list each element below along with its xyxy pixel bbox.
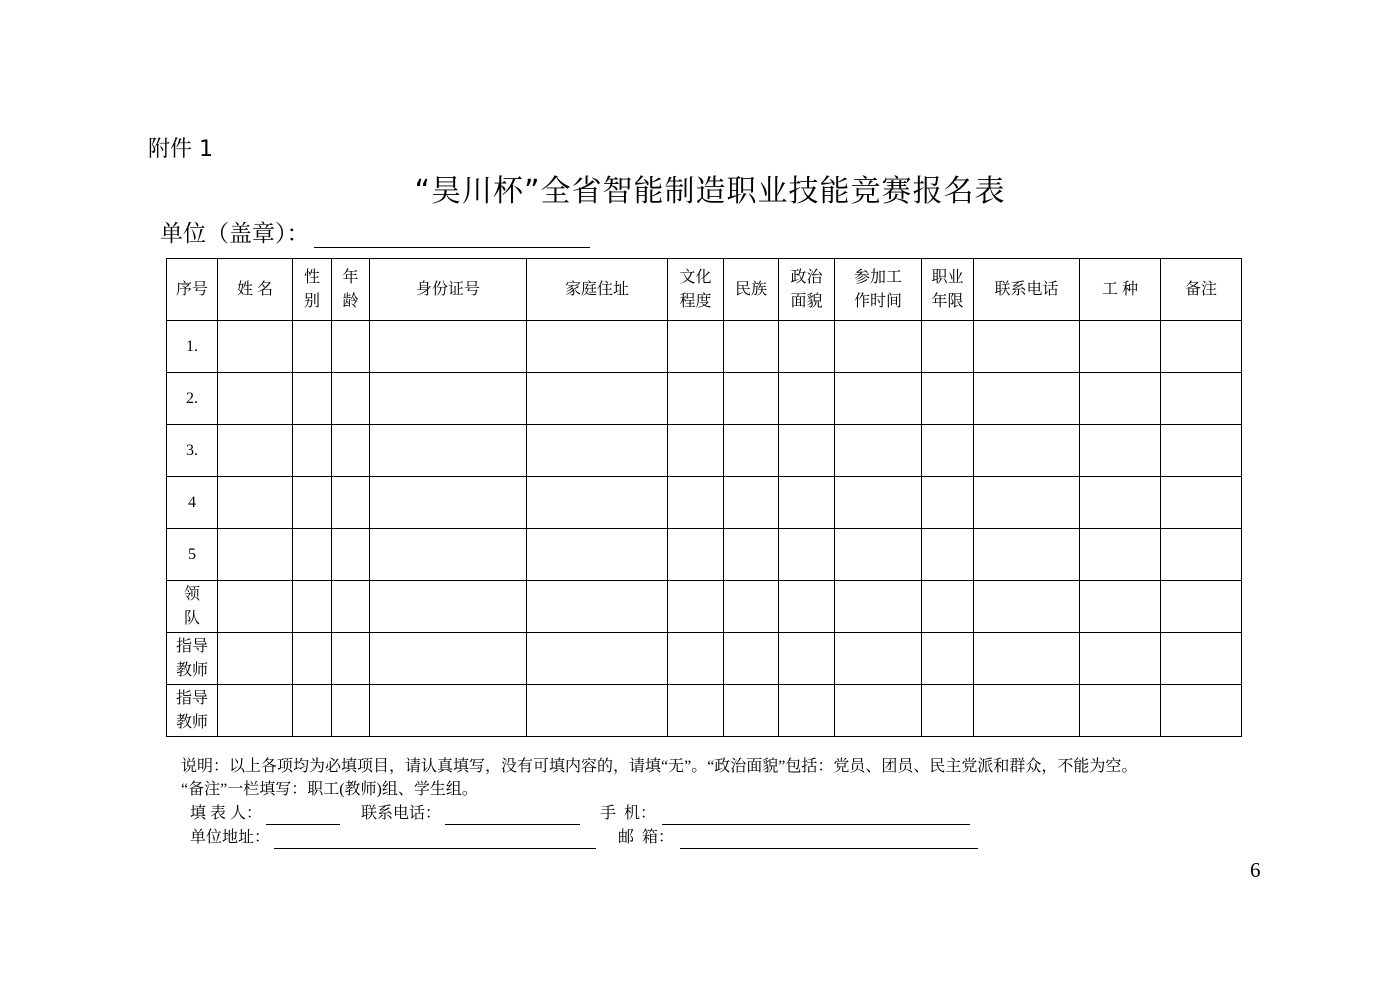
- entry-cell[interactable]: [527, 477, 668, 529]
- column-header-text: 备注: [1184, 280, 1217, 298]
- entry-cell[interactable]: [974, 321, 1080, 373]
- entry-cell[interactable]: [332, 321, 370, 373]
- registration-table: [166, 258, 1242, 737]
- entry-cell[interactable]: [1080, 529, 1161, 581]
- column-header-text: 民族: [734, 280, 767, 298]
- entry-cell[interactable]: [922, 529, 974, 581]
- entry-cell[interactable]: [835, 529, 922, 581]
- email-blank[interactable]: [680, 848, 978, 849]
- entry-cell[interactable]: [1080, 425, 1161, 477]
- entry-cell[interactable]: [332, 529, 370, 581]
- column-header-text: 联系电话: [994, 280, 1059, 298]
- row-label: 教师: [175, 661, 208, 679]
- entry-cell[interactable]: [668, 373, 724, 425]
- mobile-blank[interactable]: [662, 824, 970, 825]
- entry-cell[interactable]: [922, 477, 974, 529]
- row-label: 4: [188, 493, 196, 511]
- entry-cell[interactable]: [332, 581, 370, 633]
- entry-cell[interactable]: [974, 529, 1080, 581]
- entry-cell[interactable]: [974, 477, 1080, 529]
- entry-cell[interactable]: [835, 425, 922, 477]
- column-header-text: 序号: [175, 280, 208, 298]
- table-row: [167, 529, 1242, 581]
- row-label: 指导: [175, 637, 208, 655]
- entry-cell[interactable]: [1161, 633, 1242, 685]
- column-header-text: 面貌: [790, 292, 823, 310]
- entry-cell[interactable]: [527, 321, 668, 373]
- column-header-text: 年: [342, 268, 359, 286]
- column-header-text: 工 种: [1101, 280, 1138, 298]
- row-label-cell: [167, 581, 218, 633]
- column-header: [724, 259, 779, 321]
- filler-blank[interactable]: [266, 824, 340, 825]
- entry-cell[interactable]: [724, 633, 779, 685]
- phone-label: 联系电话：: [361, 805, 442, 822]
- row-label-cell: [167, 425, 218, 477]
- column-header: [922, 259, 974, 321]
- address-label: 单位地址：: [190, 829, 271, 846]
- row-label: 2.: [186, 389, 198, 407]
- row-label-cell: [167, 633, 218, 685]
- entry-cell[interactable]: [922, 685, 974, 737]
- table-body: [167, 321, 1242, 737]
- table-row: [167, 425, 1242, 477]
- entry-cell[interactable]: [1080, 633, 1161, 685]
- entry-cell[interactable]: [218, 581, 293, 633]
- attachment-label: 附件 1: [148, 137, 213, 162]
- row-label-cell: [167, 373, 218, 425]
- entry-cell[interactable]: [1080, 581, 1161, 633]
- entry-cell[interactable]: [293, 425, 332, 477]
- row-label: 领: [183, 585, 200, 603]
- entry-cell[interactable]: [974, 685, 1080, 737]
- entry-cell[interactable]: [332, 477, 370, 529]
- entry-cell[interactable]: [724, 581, 779, 633]
- column-header-text: 文化: [679, 268, 712, 286]
- instructions-line-1: 说明：以上各项均为必填项目，请认真填写，没有可填内容的，请填“无”。“政治面貌”包括：党员、团员、民主党派和群众，不能为空。: [181, 758, 1138, 775]
- entry-cell[interactable]: [724, 685, 779, 737]
- mobile-label: 手 机：: [600, 805, 657, 822]
- column-header: [293, 259, 332, 321]
- table-header-row: [167, 259, 1242, 321]
- entry-cell[interactable]: [974, 373, 1080, 425]
- entry-cell[interactable]: [724, 529, 779, 581]
- instructions-line-2: “备注”一栏填写：职工(教师)组、学生组。: [181, 781, 478, 798]
- entry-cell[interactable]: [218, 685, 293, 737]
- column-header: [974, 259, 1080, 321]
- entry-cell[interactable]: [1161, 685, 1242, 737]
- row-label-cell: [167, 477, 218, 529]
- entry-cell[interactable]: [668, 633, 724, 685]
- column-header-text: 职业: [931, 268, 964, 286]
- table-row: [167, 373, 1242, 425]
- column-header-text: 家庭住址: [564, 280, 629, 298]
- entry-cell[interactable]: [922, 633, 974, 685]
- entry-cell[interactable]: [974, 633, 1080, 685]
- row-label: 3.: [186, 441, 198, 459]
- entry-cell[interactable]: [724, 477, 779, 529]
- entry-cell[interactable]: [332, 373, 370, 425]
- entry-cell[interactable]: [779, 321, 835, 373]
- row-label: 1.: [186, 337, 198, 355]
- unit-field: [160, 215, 590, 248]
- table-row: [167, 685, 1242, 737]
- entry-cell[interactable]: [370, 685, 527, 737]
- entry-cell[interactable]: [1080, 685, 1161, 737]
- entry-cell[interactable]: [779, 581, 835, 633]
- row-label: 指导: [175, 689, 208, 707]
- table-row: [167, 633, 1242, 685]
- column-header-text: 别: [303, 292, 320, 310]
- entry-cell[interactable]: [1080, 373, 1161, 425]
- entry-cell[interactable]: [527, 581, 668, 633]
- entry-cell[interactable]: [293, 477, 332, 529]
- entry-cell[interactable]: [1080, 477, 1161, 529]
- entry-cell[interactable]: [1161, 477, 1242, 529]
- entry-cell[interactable]: [293, 321, 332, 373]
- entry-cell[interactable]: [835, 633, 922, 685]
- entry-cell[interactable]: [370, 425, 527, 477]
- row-label-cell: [167, 685, 218, 737]
- entry-cell[interactable]: [668, 581, 724, 633]
- entry-cell[interactable]: [724, 425, 779, 477]
- column-header: [1080, 259, 1161, 321]
- filler-label: 填 表 人：: [190, 805, 263, 822]
- form-title: “昊川杯”全省智能制造职业技能竞赛报名表: [414, 174, 1006, 209]
- entry-cell[interactable]: [724, 321, 779, 373]
- entry-cell[interactable]: [218, 373, 293, 425]
- entry-cell[interactable]: [1161, 373, 1242, 425]
- page-number: 6: [1250, 858, 1261, 882]
- entry-cell[interactable]: [922, 373, 974, 425]
- phone-blank[interactable]: [445, 824, 580, 825]
- column-header-text: 姓 名: [236, 280, 273, 298]
- entry-cell[interactable]: [370, 529, 527, 581]
- entry-cell[interactable]: [1161, 529, 1242, 581]
- entry-cell[interactable]: [922, 321, 974, 373]
- entry-cell[interactable]: [779, 529, 835, 581]
- entry-cell[interactable]: [724, 373, 779, 425]
- row-label: 教师: [175, 713, 208, 731]
- column-header: [527, 259, 668, 321]
- entry-cell[interactable]: [293, 373, 332, 425]
- entry-cell[interactable]: [668, 529, 724, 581]
- entry-cell[interactable]: [668, 425, 724, 477]
- entry-cell[interactable]: [370, 373, 527, 425]
- column-header: [779, 259, 835, 321]
- column-header-text: 程度: [679, 292, 712, 310]
- entry-cell[interactable]: [668, 321, 724, 373]
- column-header-text: 年限: [931, 292, 964, 310]
- column-header-text: 龄: [342, 292, 359, 310]
- row-label-cell: [167, 529, 218, 581]
- unit-blank-line[interactable]: [314, 219, 590, 248]
- entry-cell[interactable]: [218, 633, 293, 685]
- entry-cell[interactable]: [779, 373, 835, 425]
- entry-cell[interactable]: [293, 685, 332, 737]
- column-header: [835, 259, 922, 321]
- address-blank[interactable]: [274, 848, 596, 849]
- entry-cell[interactable]: [974, 425, 1080, 477]
- entry-cell[interactable]: [779, 425, 835, 477]
- entry-cell[interactable]: [835, 581, 922, 633]
- entry-cell[interactable]: [779, 685, 835, 737]
- column-header-text: 政治: [790, 268, 823, 286]
- entry-cell[interactable]: [974, 581, 1080, 633]
- entry-cell[interactable]: [332, 425, 370, 477]
- contact-fields-row-2: [181, 825, 1137, 849]
- entry-cell[interactable]: [332, 685, 370, 737]
- entry-cell[interactable]: [527, 529, 668, 581]
- entry-cell[interactable]: [218, 529, 293, 581]
- row-label-cell: [167, 321, 218, 373]
- column-header: [167, 259, 218, 321]
- entry-cell[interactable]: [332, 633, 370, 685]
- entry-cell[interactable]: [527, 685, 668, 737]
- entry-cell[interactable]: [835, 477, 922, 529]
- unit-label: 单位（盖章）：: [160, 221, 310, 246]
- column-header: [1161, 259, 1242, 321]
- entry-cell[interactable]: [1161, 425, 1242, 477]
- column-header-text: 参加工: [853, 268, 902, 286]
- entry-cell[interactable]: [922, 581, 974, 633]
- row-label: 队: [183, 609, 200, 627]
- entry-cell[interactable]: [1080, 321, 1161, 373]
- entry-cell[interactable]: [668, 685, 724, 737]
- email-label: 邮 箱：: [618, 829, 675, 846]
- entry-cell[interactable]: [293, 633, 332, 685]
- entry-cell[interactable]: [370, 321, 527, 373]
- entry-cell[interactable]: [370, 581, 527, 633]
- row-label: 5: [188, 545, 196, 563]
- entry-cell[interactable]: [293, 581, 332, 633]
- column-header-text: 性: [303, 268, 320, 286]
- entry-cell[interactable]: [835, 373, 922, 425]
- entry-cell[interactable]: [218, 321, 293, 373]
- entry-cell[interactable]: [835, 321, 922, 373]
- table-row: [167, 321, 1242, 373]
- entry-cell[interactable]: [779, 633, 835, 685]
- column-header: [218, 259, 293, 321]
- column-header: [332, 259, 370, 321]
- entry-cell[interactable]: [1161, 581, 1242, 633]
- entry-cell[interactable]: [668, 477, 724, 529]
- entry-cell[interactable]: [293, 529, 332, 581]
- entry-cell[interactable]: [779, 477, 835, 529]
- entry-cell[interactable]: [218, 425, 293, 477]
- entry-cell[interactable]: [527, 633, 668, 685]
- entry-cell[interactable]: [370, 477, 527, 529]
- notes-section: [181, 755, 1137, 849]
- entry-cell[interactable]: [1161, 321, 1242, 373]
- entry-cell[interactable]: [922, 425, 974, 477]
- column-header: [370, 259, 527, 321]
- entry-cell[interactable]: [527, 373, 668, 425]
- column-header-text: 身份证号: [415, 280, 480, 298]
- entry-cell[interactable]: [835, 685, 922, 737]
- entry-cell[interactable]: [527, 425, 668, 477]
- table-row: [167, 581, 1242, 633]
- column-header: [668, 259, 724, 321]
- entry-cell[interactable]: [370, 633, 527, 685]
- table-row: [167, 477, 1242, 529]
- contact-fields-row-1: [181, 801, 1137, 825]
- entry-cell[interactable]: [218, 477, 293, 529]
- column-header-text: 作时间: [853, 292, 902, 310]
